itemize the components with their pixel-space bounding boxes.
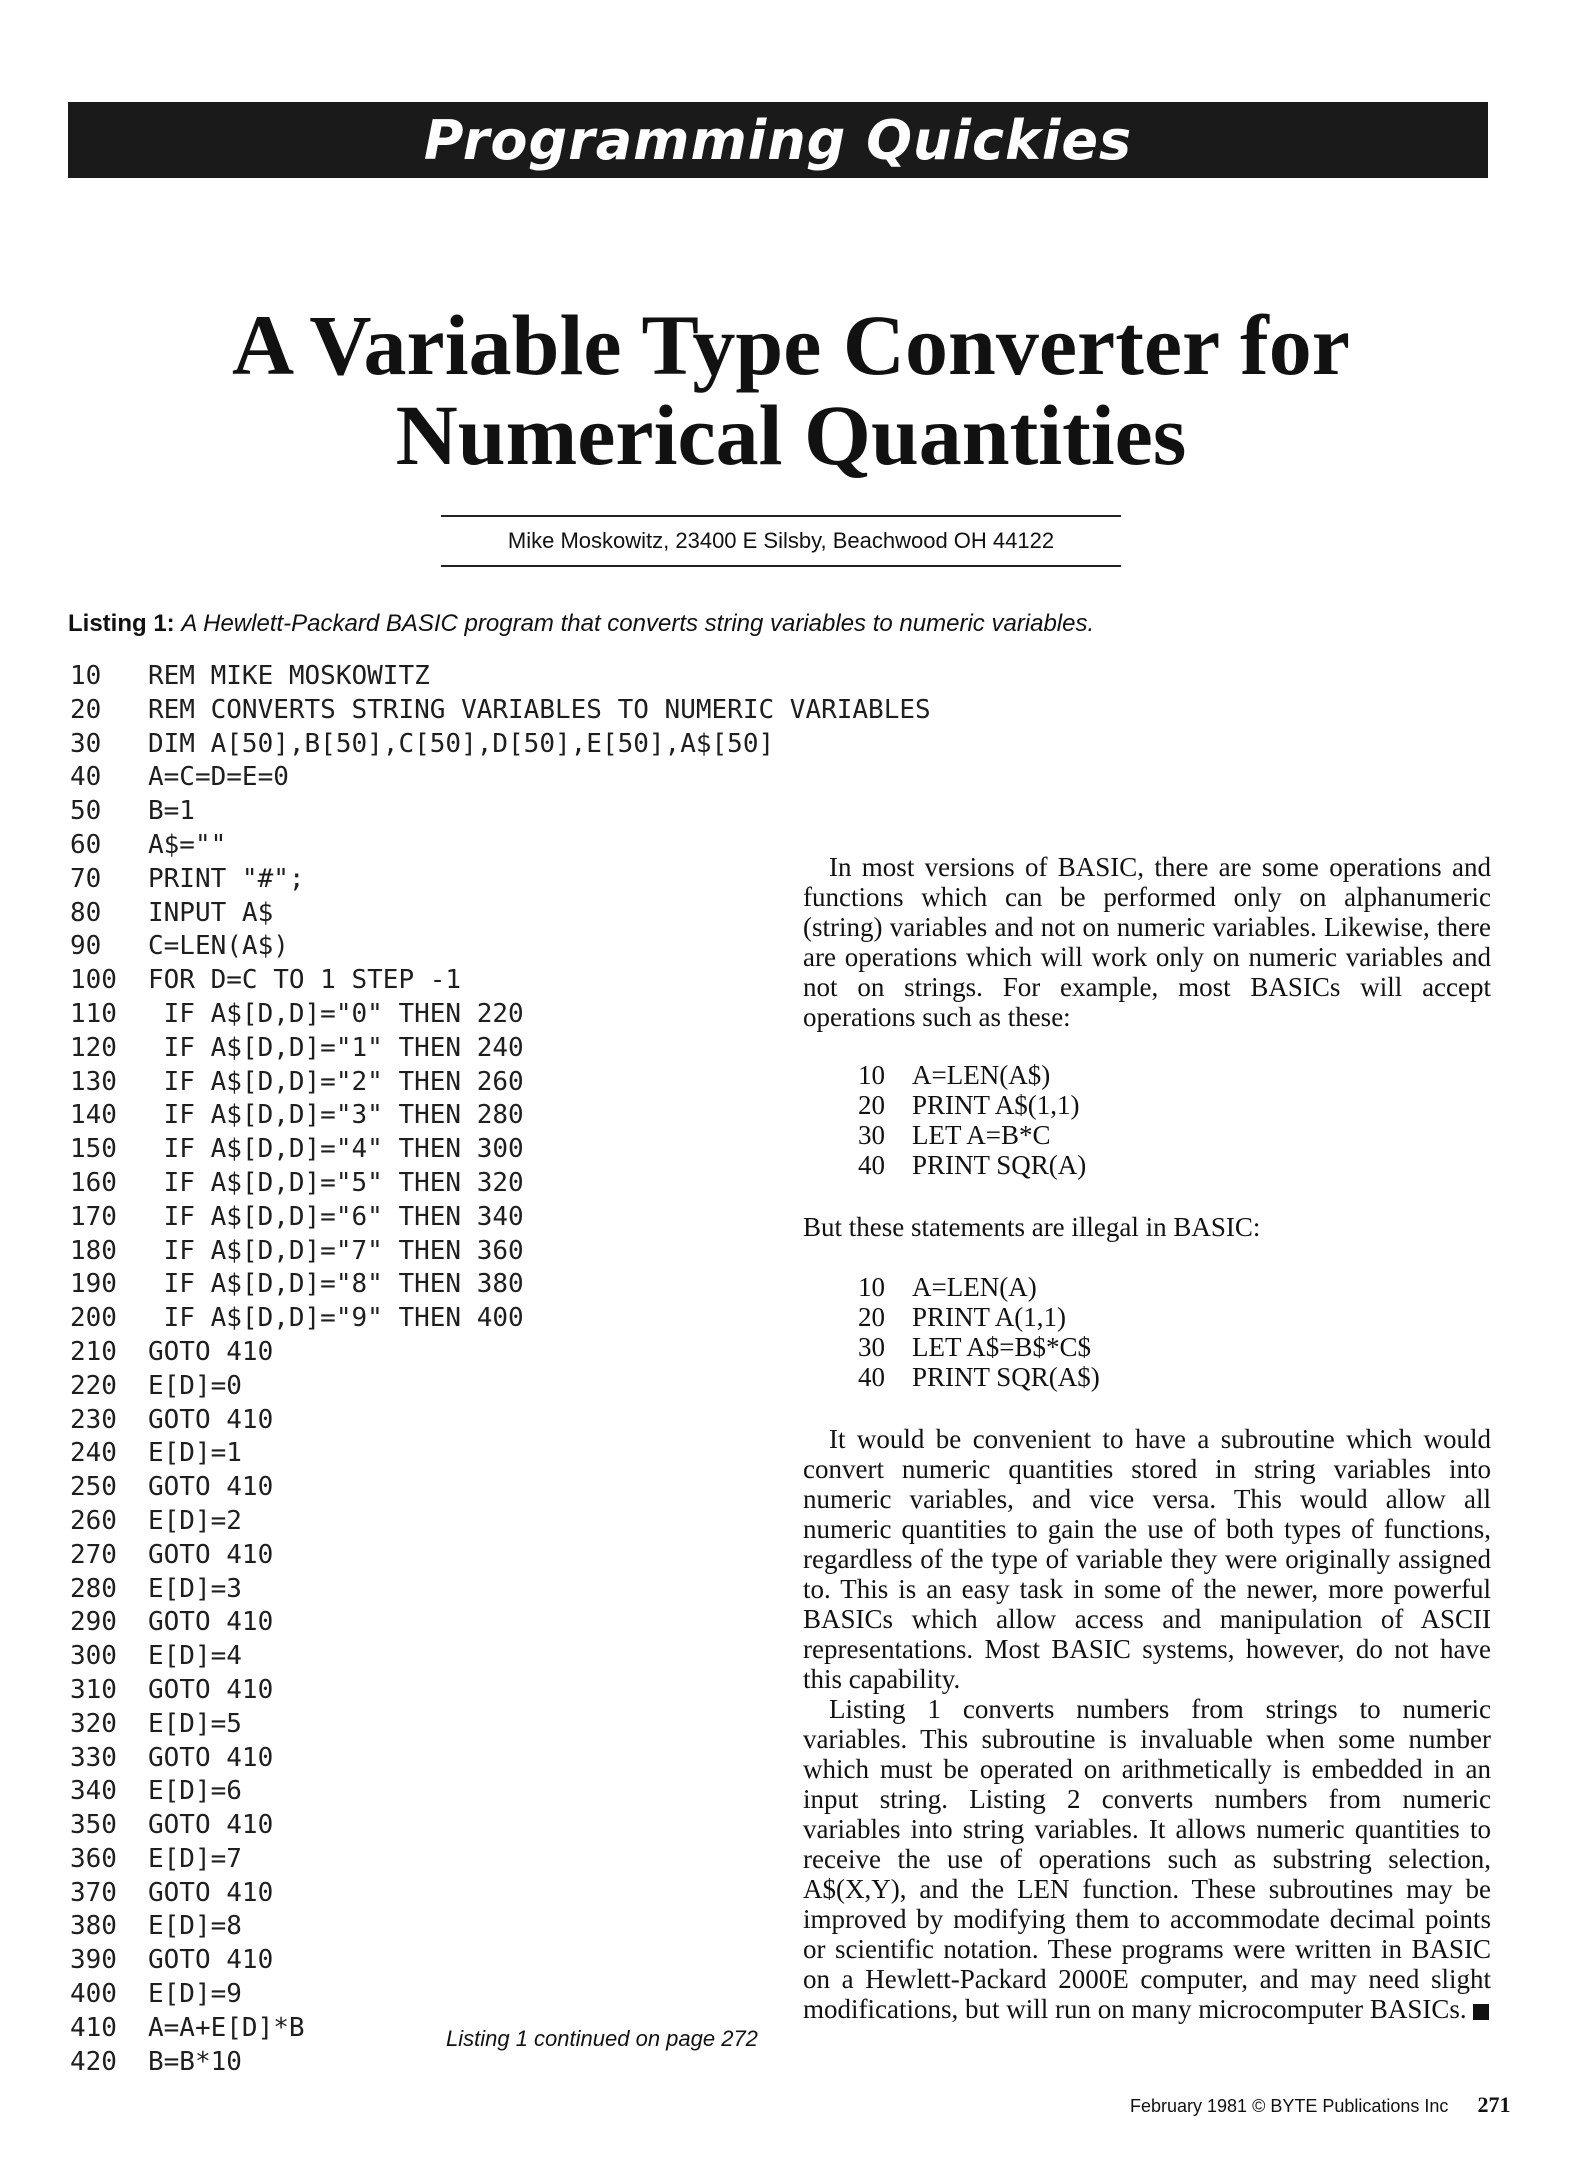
code-line bbox=[70, 1437, 931, 1471]
code-line-number: 390 bbox=[70, 1945, 117, 1976]
code-line-number: 200 bbox=[70, 1303, 117, 1334]
code-line-statement: GOTO 410 bbox=[148, 1404, 274, 1435]
code-line bbox=[70, 1573, 931, 1607]
illegal-examples bbox=[858, 1272, 1100, 1392]
code-line-statement: IF A$[D,D]="2" THEN 260 bbox=[148, 1066, 524, 1097]
code-line-statement: A=C=D=E=0 bbox=[148, 762, 289, 793]
code-line-number: 210 bbox=[70, 1336, 117, 1367]
code-line-statement: IF A$[D,D]="6" THEN 340 bbox=[148, 1201, 524, 1232]
banner-text: Programming Quickies bbox=[423, 108, 1133, 172]
code-line-statement: IF A$[D,D]="5" THEN 320 bbox=[148, 1167, 524, 1198]
code-line bbox=[70, 1370, 931, 1404]
code-line bbox=[70, 930, 931, 964]
code-line-number: 350 bbox=[70, 1810, 117, 1841]
code-line-statement: GOTO 410 bbox=[148, 1810, 274, 1841]
code-line-statement: GOTO 410 bbox=[148, 1336, 274, 1367]
byline-text: Mike Moskowitz, 23400 E Silsby, Beachwood OH 44122 bbox=[507, 528, 1055, 553]
code-line bbox=[70, 1505, 931, 1539]
listing-caption-label: Listing 1: bbox=[68, 610, 175, 637]
code-line-number: 240 bbox=[70, 1438, 117, 1469]
illegal-intro-block bbox=[803, 1212, 1491, 1242]
end-mark-icon bbox=[1473, 2004, 1489, 2020]
code-line bbox=[70, 998, 931, 1032]
code-line-statement: E[D]=9 bbox=[148, 1979, 242, 2010]
code-line bbox=[70, 1066, 931, 1100]
code-line bbox=[70, 694, 931, 728]
listing-continued-note: Listing 1 continued on page 272 bbox=[446, 2026, 758, 2051]
code-line-number: 340 bbox=[70, 1776, 117, 1807]
code-line-statement: DIM A[50],B[50],C[50],D[50],E[50],A$[50] bbox=[148, 728, 775, 759]
legal-example-line-number: 10 bbox=[858, 1060, 885, 1090]
title-line-1: A Variable Type Converter for bbox=[232, 297, 1350, 393]
code-line-number: 360 bbox=[70, 1843, 117, 1874]
illegal-example-line bbox=[858, 1332, 1100, 1362]
code-line-statement: IF A$[D,D]="1" THEN 240 bbox=[148, 1032, 524, 1063]
legal-example-line-number: 20 bbox=[858, 1090, 885, 1120]
code-line-statement: GOTO 410 bbox=[148, 1945, 274, 1976]
page-footer bbox=[1130, 2092, 1510, 2118]
code-line-statement: REM CONVERTS STRING VARIABLES TO NUMERIC VARIABLES bbox=[148, 694, 931, 725]
code-line-statement: PRINT "#"; bbox=[148, 863, 305, 894]
code-line bbox=[70, 1775, 931, 1809]
code-line-number: 140 bbox=[70, 1100, 117, 1131]
code-line bbox=[70, 1302, 931, 1336]
code-line bbox=[70, 1674, 931, 1708]
code-line-number: 250 bbox=[70, 1472, 117, 1503]
code-line bbox=[70, 795, 931, 829]
code-line-statement: E[D]=8 bbox=[148, 1911, 242, 1942]
section-banner bbox=[68, 102, 1488, 178]
code-line-statement: B=B*10 bbox=[148, 2046, 242, 2077]
code-line-number: 330 bbox=[70, 1742, 117, 1773]
illegal-example-line bbox=[858, 1272, 1100, 1302]
code-line-number: 10 bbox=[70, 661, 102, 691]
code-line-statement: E[D]=5 bbox=[148, 1708, 242, 1739]
legal-example-line bbox=[858, 1060, 1086, 1090]
code-line-number: 190 bbox=[70, 1269, 117, 1300]
page-number: 271 bbox=[1477, 2092, 1511, 2117]
code-line bbox=[70, 1099, 931, 1133]
byline bbox=[441, 515, 1121, 567]
code-line-number: 20 bbox=[70, 694, 102, 725]
code-line bbox=[70, 728, 931, 762]
code-line bbox=[70, 1910, 931, 1944]
code-line-statement: E[D]=3 bbox=[148, 1573, 242, 1604]
code-line-number: 220 bbox=[70, 1370, 117, 1401]
code-line-number: 260 bbox=[70, 1505, 117, 1536]
code-line-statement: GOTO 410 bbox=[148, 1607, 274, 1638]
code-line bbox=[70, 1978, 931, 2012]
legal-example-line-number: 40 bbox=[858, 1150, 885, 1180]
code-line-number: 130 bbox=[70, 1066, 117, 1097]
legal-example-line-statement: PRINT SQR(A) bbox=[912, 1150, 1087, 1180]
code-line-statement: INPUT A$ bbox=[148, 897, 274, 928]
code-line-number: 280 bbox=[70, 1573, 117, 1604]
code-line bbox=[70, 1843, 931, 1877]
code-line-number: 120 bbox=[70, 1032, 117, 1063]
code-line-number: 320 bbox=[70, 1708, 117, 1739]
code-line bbox=[70, 829, 931, 863]
illegal-example-line-number: 10 bbox=[858, 1272, 885, 1302]
code-line bbox=[70, 964, 931, 998]
illegal-example-line-statement: PRINT A(1,1) bbox=[912, 1302, 1067, 1332]
body-text-block bbox=[803, 1424, 1491, 2024]
code-line-statement: E[D]=4 bbox=[148, 1641, 242, 1672]
code-line-statement: GOTO 410 bbox=[148, 1539, 274, 1570]
legal-example-line-statement: LET A=B*C bbox=[912, 1120, 1051, 1150]
code-line bbox=[70, 1201, 931, 1235]
code-line-statement: C=LEN(A$) bbox=[148, 931, 289, 962]
intro-paragraph: In most versions of BASIC, there are some operations and functions which can be performed only on alphanumeric (string) variables and not on numeric variables. Likewise, there are operations which will work only on numeric variables and not on strings. For example, most BASICs will accept operations such as these: bbox=[803, 852, 1491, 1032]
code-line-statement: IF A$[D,D]="7" THEN 360 bbox=[148, 1235, 524, 1266]
title-line-2: Numerical Quantities bbox=[395, 387, 1187, 483]
code-line bbox=[70, 1268, 931, 1302]
code-line-statement: IF A$[D,D]="9" THEN 400 bbox=[148, 1303, 524, 1334]
code-line-statement: B=1 bbox=[148, 796, 195, 827]
code-line-number: 40 bbox=[70, 762, 102, 793]
code-line-number: 310 bbox=[70, 1674, 117, 1705]
legal-examples bbox=[858, 1060, 1086, 1180]
code-line-statement: FOR D=C TO 1 STEP -1 bbox=[148, 965, 462, 996]
code-line bbox=[70, 1708, 931, 1742]
code-line-number: 410 bbox=[70, 2012, 117, 2043]
illegal-example-line-number: 30 bbox=[858, 1332, 885, 1362]
legal-example-line bbox=[858, 1090, 1086, 1120]
code-line-statement: E[D]=6 bbox=[148, 1776, 242, 1807]
code-line-number: 90 bbox=[70, 931, 102, 962]
code-line-number: 420 bbox=[70, 2046, 117, 2077]
code-line-statement: IF A$[D,D]="4" THEN 300 bbox=[148, 1134, 524, 1165]
code-line-number: 80 bbox=[70, 897, 102, 928]
code-line bbox=[70, 897, 931, 931]
code-line bbox=[70, 863, 931, 897]
footer-credit: February 1981 © BYTE Publications Inc bbox=[1130, 2096, 1449, 2116]
illegal-example-line-statement: A=LEN(A) bbox=[912, 1272, 1037, 1302]
code-line bbox=[70, 1336, 931, 1370]
code-line bbox=[70, 1539, 931, 1573]
code-line bbox=[70, 1032, 931, 1066]
code-line-statement: GOTO 410 bbox=[148, 1877, 274, 1908]
legal-example-line bbox=[858, 1150, 1086, 1180]
code-line bbox=[70, 1471, 931, 1505]
code-line-statement: IF A$[D,D]="8" THEN 380 bbox=[148, 1269, 524, 1300]
legal-example-line bbox=[858, 1120, 1086, 1150]
code-line-statement: E[D]=7 bbox=[148, 1843, 242, 1874]
code-line bbox=[70, 1606, 931, 1640]
code-line-number: 230 bbox=[70, 1404, 117, 1435]
illegal-example-line-statement: LET A$=B$*C$ bbox=[912, 1332, 1091, 1362]
code-line bbox=[70, 1944, 931, 1978]
code-line-statement: A=A+E[D]*B bbox=[148, 2012, 305, 2043]
code-line-number: 160 bbox=[70, 1167, 117, 1198]
code-line-number: 50 bbox=[70, 796, 102, 827]
code-line-statement: E[D]=1 bbox=[148, 1438, 242, 1469]
code-listing bbox=[70, 660, 931, 2079]
listing-caption bbox=[68, 610, 1094, 638]
code-line bbox=[70, 1404, 931, 1438]
illegal-example-line-number: 40 bbox=[858, 1362, 885, 1392]
article-title bbox=[0, 297, 1582, 483]
code-line-number: 60 bbox=[70, 829, 102, 860]
code-line-statement: A$="" bbox=[148, 829, 227, 860]
code-line-number: 300 bbox=[70, 1641, 117, 1672]
code-line-number: 110 bbox=[70, 998, 117, 1029]
code-line bbox=[70, 1133, 931, 1167]
code-line bbox=[70, 1742, 931, 1776]
code-line-statement: E[D]=2 bbox=[148, 1505, 242, 1536]
code-line-number: 100 bbox=[70, 965, 117, 996]
legal-example-line-statement: PRINT A$(1,1) bbox=[912, 1090, 1080, 1120]
paragraph-2: It would be convenient to have a subroutine which would convert numeric quantities stored in string variables into numeric variables, and vice versa. This would allow all numeric quantities to gain the use of both types of functions, regardless of the type of variable they were originally assigned to. This is an easy task in some of the newer, more powerful BASICs which allow access and manipulation of ASCII representations. Most BASIC systems, however, do not have this capability. bbox=[803, 1424, 1491, 1694]
code-line-statement: GOTO 410 bbox=[148, 1472, 274, 1503]
illegal-example-line bbox=[858, 1302, 1100, 1332]
code-line bbox=[70, 1809, 931, 1843]
listing-caption-text: A Hewlett-Packard BASIC program that converts string variables to numeric variables. bbox=[181, 610, 1095, 637]
code-line-number: 290 bbox=[70, 1607, 117, 1638]
legal-example-line-number: 30 bbox=[858, 1120, 885, 1150]
illegal-example-line bbox=[858, 1362, 1100, 1392]
code-line-statement: IF A$[D,D]="0" THEN 220 bbox=[148, 998, 524, 1029]
code-line-number: 170 bbox=[70, 1201, 117, 1232]
code-line bbox=[70, 1877, 931, 1911]
paragraph-3-text: Listing 1 converts numbers from strings to numeric variables. This subroutine is invaluable when some number which must be operated on arithmetically is embedded in an input string. Listing 2 converts numbers from numeric variables into string variables. It allows numeric quantities to receive the use of operations such as substring selection, A$(X,Y), and the LEN function. These subroutines may be improved by modifying them to accommodate decimal points or scientific notation. These programs were written in BASIC on a Hewlett-Packard 2000E computer, and may need slight modifications, but will run on many microcomputer BASICs. bbox=[803, 1694, 1491, 2024]
code-line-statement: GOTO 410 bbox=[148, 1742, 274, 1773]
code-line bbox=[70, 761, 931, 795]
legal-example-line-statement: A=LEN(A$) bbox=[912, 1060, 1051, 1090]
illegal-example-line-number: 20 bbox=[858, 1302, 885, 1332]
code-line-number: 380 bbox=[70, 1911, 117, 1942]
code-line-statement: IF A$[D,D]="3" THEN 280 bbox=[148, 1100, 524, 1131]
code-line-number: 150 bbox=[70, 1134, 117, 1165]
illegal-example-line-statement: PRINT SQR(A$) bbox=[912, 1362, 1100, 1392]
code-line-statement: E[D]=0 bbox=[148, 1370, 242, 1401]
code-line-number: 30 bbox=[70, 728, 102, 759]
code-line-statement: GOTO 410 bbox=[148, 1674, 274, 1705]
code-line-number: 270 bbox=[70, 1539, 117, 1570]
code-line bbox=[70, 1235, 931, 1269]
code-line bbox=[70, 1640, 931, 1674]
code-line-number: 70 bbox=[70, 863, 102, 894]
code-line bbox=[70, 1167, 931, 1201]
code-line-statement: REM MIKE MOSKOWITZ bbox=[148, 661, 430, 691]
code-line-number: 180 bbox=[70, 1235, 117, 1266]
code-line-number: 370 bbox=[70, 1877, 117, 1908]
code-line bbox=[70, 660, 931, 694]
code-line-number: 400 bbox=[70, 1979, 117, 2010]
illegal-intro: But these statements are illegal in BASIC: bbox=[803, 1212, 1261, 1242]
intro-paragraph-block bbox=[803, 852, 1491, 1032]
paragraph-3 bbox=[803, 1694, 1491, 2024]
